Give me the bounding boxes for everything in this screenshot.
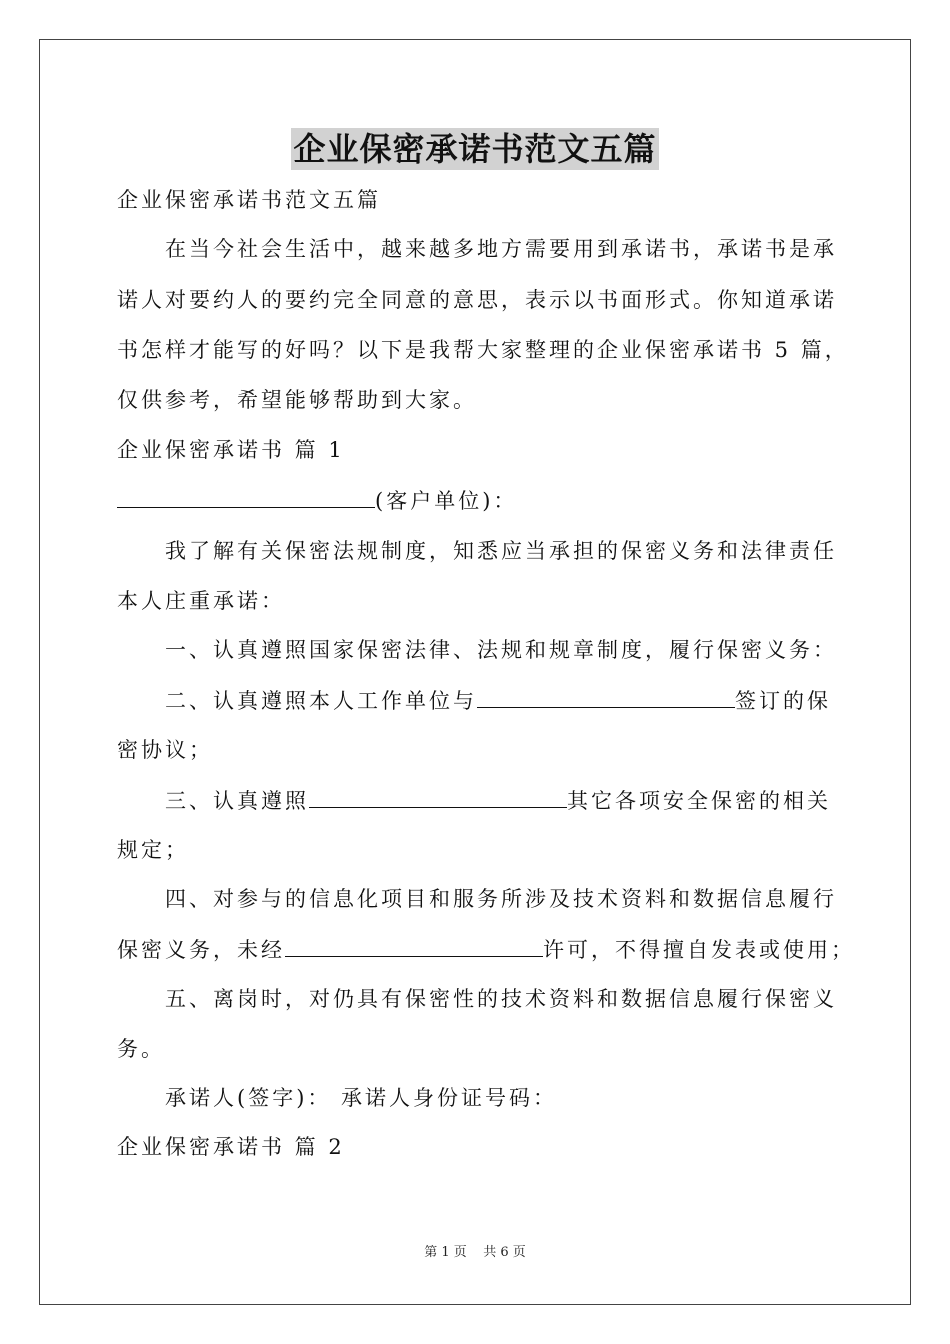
signature-line: 承诺人(签字)： 承诺人身份证号码： [165, 1086, 558, 1110]
para1-line-1: 我了解有关保密法规制度，知悉应当承担的保密义务和法律责任 [165, 539, 837, 563]
page-footer: 第 1 页 共 6 页 [424, 1245, 526, 1260]
intro-line-1: 在当今社会生活中，越来越多地方需要用到承诺书，承诺书是承 [165, 237, 837, 261]
section-heading-1: 企业保密承诺书 篇 1 [117, 438, 345, 462]
item-4-prefix: 保密义务，未经 [117, 938, 285, 962]
title-wrapper [0, 128, 950, 170]
section-heading-2: 企业保密承诺书 篇 2 [117, 1135, 345, 1159]
item-3-line-2: 规定； [117, 838, 189, 862]
document-title: 企业保密承诺书范文五篇 [293, 130, 657, 168]
item-4-suffix: 许可，不得擅自发表或使用； [543, 938, 855, 962]
item-4-blank[interactable] [285, 934, 543, 957]
para1-line-2: 本人庄重承诺： [117, 589, 285, 613]
client-label: (客户单位)： [375, 489, 518, 513]
item-4-line-2 [117, 934, 855, 965]
item-5-line-2: 务。 [117, 1037, 165, 1061]
item-1: 一、认真遵照国家保密法律、法规和规章制度，履行保密义务： [165, 638, 837, 662]
item-2-suffix: 签订的保 [735, 689, 831, 713]
item-3-prefix: 三、认真遵照 [165, 789, 309, 813]
item-5-line-1: 五、离岗时，对仍具有保密性的技术资料和数据信息履行保密义 [165, 987, 837, 1011]
intro-line-3: 书怎样才能写的好吗？以下是我帮大家整理的企业保密承诺书 5 篇， [117, 338, 849, 362]
item-2-prefix: 二、认真遵照本人工作单位与 [165, 689, 477, 713]
intro-line-4: 仅供参考，希望能够帮助到大家。 [117, 388, 477, 412]
item-3 [165, 785, 837, 816]
page-border [39, 39, 911, 1305]
item-2-blank[interactable] [477, 685, 735, 708]
document-subtitle: 企业保密承诺书范文五篇 [117, 188, 381, 212]
client-line [117, 485, 837, 516]
intro-line-2: 诺人对要约人的要约完全同意的意思，表示以书面形式。你知道承诺 [117, 288, 837, 312]
item-2-line-2: 密协议； [117, 738, 213, 762]
item-3-suffix: 其它各项安全保密的相关 [567, 789, 831, 813]
item-2 [165, 685, 837, 716]
client-blank[interactable] [117, 485, 375, 508]
item-3-blank[interactable] [309, 785, 567, 808]
item-4-line-1: 四、对参与的信息化项目和服务所涉及技术资料和数据信息履行 [165, 887, 837, 911]
